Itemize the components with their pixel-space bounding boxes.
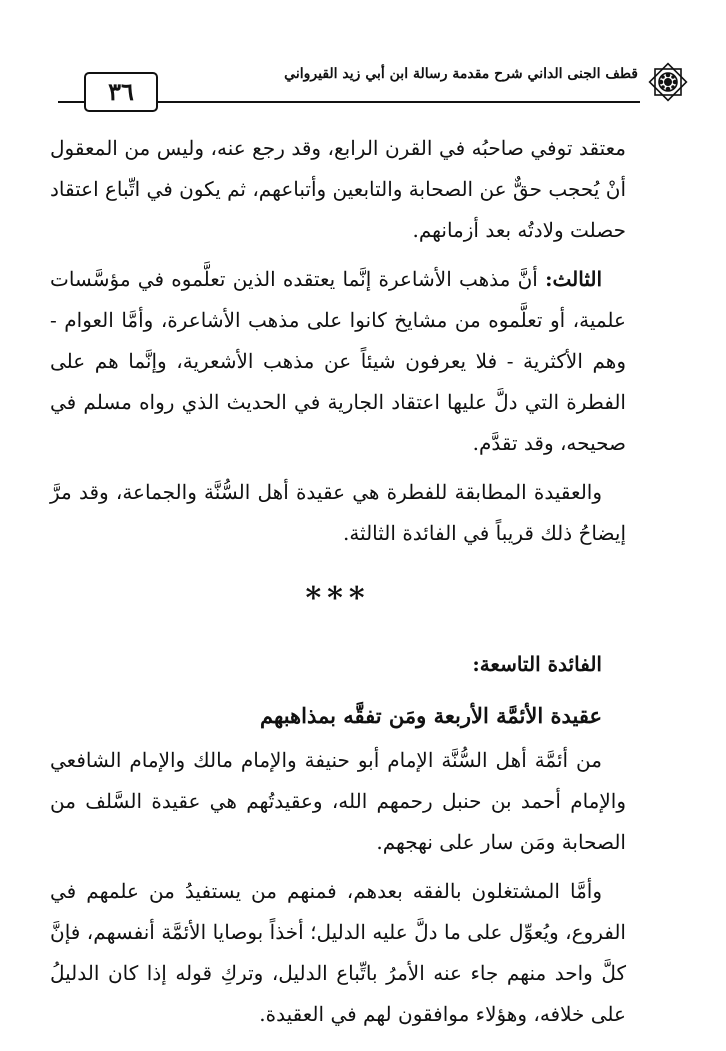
paragraph-4: من أئمَّة أهل السُّنَّة الإمام أبو حنيفة والإمام مالك والإمام الشافعي والإمام أحمد بن حنبل رحمهم الله، وعقيدتُهم هي عقيدة السَّلف من الصحابة ومَن سار على نهجهم.	[50, 748, 626, 854]
star-flower-ornament-icon	[646, 60, 690, 104]
page-header	[50, 60, 690, 112]
page-body	[50, 128, 626, 1035]
paragraph-3: والعقيدة المطابقة للفطرة هي عقيدة أهل السُّنَّة والجماعة، وقد مرَّ إيضاحُ ذلك قريباً في الفائدة الثالثة.	[50, 480, 626, 545]
paragraph-5: وأمَّا المشتغلون بالفقه بعدهم، فمنهم من يستفيدُ من علمهم في الفروع، ويُعوِّل على ما دلَّ عليه الدليل؛ أخذاً بوصايا الأئمَّة أنفسهم، فإنَّ كلَّ واحد منهم جاء عنه الأمرُ باتِّباع الدليل، وتركِ قوله إذا كان الدليلُ على خلافه، وهؤلاء موافقون لهم في العقيدة.	[50, 879, 626, 1026]
running-title: قطف الجنى الداني شرح مقدمة رسالة ابن أبي زيد القيرواني	[284, 66, 638, 82]
section-separator: ***	[305, 581, 371, 616]
paragraph-2-lead: الثالث:	[545, 267, 603, 291]
paragraph-2-text: أنَّ مذهب الأشاعرة إنَّما يعتقده الذين تعلَّموه في مؤسَّسات علمية، أو تعلَّموه من مشايخ كانوا على مذهب الأشاعرة، وأمَّا العوام - وهم الأكثرية - فلا يعرفون شيئاً عن مذهب الأشعرية، وإنَّما هم على الفطرة التي دلَّ عليها اعتقاد الجارية في الحديث الذي رواه مسلم في صحيحه، وقد تقدَّم.	[50, 267, 626, 455]
paragraph-2	[50, 259, 626, 464]
section-label: الفائدة التاسعة:	[472, 652, 602, 676]
page-number: ٣٦	[84, 72, 158, 112]
paragraph-1: معتقد توفي صاحبُه في القرن الرابع، وقد رجع عنه، وليس من المعقول أنْ يُحجب حقٌّ عن الصحابة والتابعين وأتباعهم، ثم يكون في اتِّباع اعتقاد حصلت ولادتُه بعد أزمانهم.	[50, 136, 626, 242]
section-title: عقيدة الأئمَّة الأربعة ومَن تفقَّه بمذاهبهم	[260, 703, 602, 728]
